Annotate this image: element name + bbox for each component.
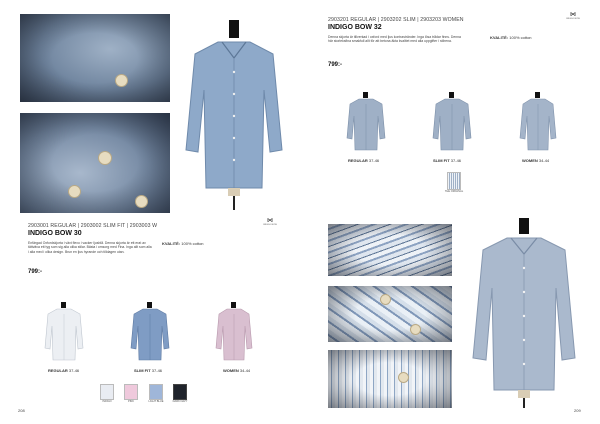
product-description: Denna skjorta är tillverkad i oxford med ljus kontrastränder. Inga lösa trådar finns. Denna här storleksfina smakfull allt för att betona äkta kvalitet med alla uppgifter i stilrena. [328,35,461,44]
variant-label-regular: REGULAR 37-46 [348,158,380,163]
product-code-line: 2903001 REGULAR | 2903002 SLIM FIT | 2903003 W [28,223,158,229]
bow-icon: ⋈ [267,218,273,224]
variant-shirt-women [212,302,256,364]
product-price: 799:- [28,269,43,275]
variant-label-slim: SLIM FIT 37-46 [433,158,462,163]
variant-label-slim: SLIM FIT 37-46 [134,368,163,373]
quality-info: KVALITÉ: 100% cotton [162,241,204,246]
product-price: 799:- [328,62,343,68]
swatch-pink: PINK [124,384,138,403]
brand-logo-right: ⋈ INDIGO BOW [558,12,588,20]
swatch-indigo: INDIGO [100,384,114,403]
variant-shirt-women [516,92,560,154]
variant-label-regular: REGULAR 37-46 [48,368,80,373]
collar-stripe-closeup-photo [328,224,452,276]
page-number-left: 208 [18,408,25,413]
variant-shirt-slim [430,92,474,154]
fabric-stripe-closeup-photo [328,350,452,408]
page-number-right: 209 [574,408,581,413]
hero-shirt-mannequin [464,218,584,408]
variant-label-women: WOMEN 34-44 [522,158,550,163]
variant-shirt-regular [344,92,388,154]
product-title: INDIGO BOW 32 [328,24,382,31]
swatch-original: THE ORIGINAL [444,172,464,193]
cuff-closeup-photo [20,113,170,213]
brand-logo: ⋈ INDIGO BOW [255,218,285,230]
product-title: INDIGO BOW 30 [28,230,82,237]
cuff-stripe-closeup-photo [328,286,452,342]
variant-shirt-slim [128,302,172,364]
swatch-dark-navy: DARK NAVY [172,384,188,403]
hero-shirt-mannequin [178,20,290,210]
collar-closeup-photo [20,14,170,102]
bow-icon: ⋈ [570,12,576,18]
swatch-light-blue: LIGHT BLUE [148,384,164,403]
variant-label-women: WOMEN 34-44 [223,368,251,373]
quality-info: KVALITÉ: 100% cotton [490,35,532,40]
variant-shirt-regular [42,302,86,364]
right-page [300,0,600,424]
product-code-line: 2903201 REGULAR | 2903202 SLIM | 2903203 WOMEN [328,17,464,23]
product-description: Enfärgad Oxfordskjorta i vävt flexo i vacker ljusblå. Denna skjorta är ett erat av tättväva ett tyg som sig alla olika stilar. Bästa i omsorg med Fina. Inga allt som alla i alla med i olika design. Brun en ljus hyrande och tilldagen utan. [28,241,152,254]
